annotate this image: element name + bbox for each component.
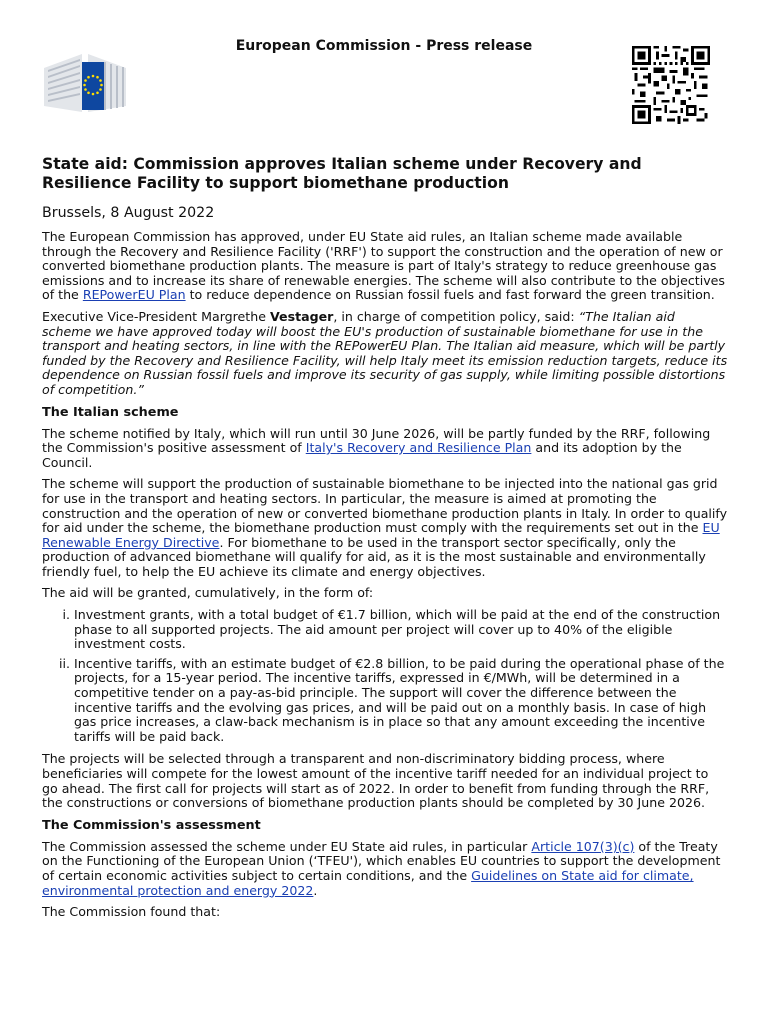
guidelines-state-aid-link[interactable]: Guidelines on State aid for climate, environmental protection and energy 2022 [42, 867, 694, 898]
text-span: and its adoption by the Council. [42, 440, 682, 470]
text-span: of the Treaty on the Functioning of the European Union (‘TFEU'), which enables EU countries to support the development of certain economic activities subject to certain conditions, and the [42, 838, 721, 883]
text-span: . For biomethane to be used in the transport sector specifically, only the production of advanced biomethane will qualify for aid, as it is the most sustainable and environmentally friendly fuel, to help the EU achieve its climate and energy objectives. [42, 534, 706, 579]
paragraph-selection: The projects will be selected through a transparent and non-discriminatory bidding process, where beneficiaries will compete for the lowest amount of the incentive tariff needed for an individual project to go ahead. The first call for projects will start as of 2022. In order to benefit from funding through the RRF, the constructions or conversions of biomethane production plants should be completed by 30 June 2026. [42, 751, 710, 811]
heading-commission-assessment: The Commission's assessment [42, 817, 261, 833]
quote-text: “The Italian aid scheme we have approved today will boost the EU's production of sustainable biomethane for use in the transport and heating sectors, in line with the REPowerEU Plan. The Italian aid measure, which will be partly funded by the Recovery and Resilience Facility, will help Italy meet its emission reduction targets, reduce its dependence on Russian fossil fuels and improve its security of gas supply, while limiting possible distortions of competition.” [42, 308, 728, 397]
text-span: The European Commission has approved, under EU State aid rules, an Italian scheme made available through the Recovery and Resilience Facility ('RRF') to support the construction and the operation of new or converted biomethane production plants. The measure is part of Italy's strategy to reduce greenhouse gas emissions and to increase its share of renewable energies. The scheme will also contribute to the objectives of the [42, 229, 725, 303]
dateline: Brussels, 8 August 2022 [42, 205, 215, 221]
text-span: The scheme notified by Italy, which will run until 30 June 2026, will be partly funded by the RRF, following the Commission's positive assessment of [42, 425, 711, 456]
speaker-name: Vestager [269, 308, 334, 324]
text-span: to reduce dependence on Russian fossil fuels and fast forward the green transition. [185, 287, 715, 303]
article-title: State aid: Commission approves Italian scheme under Recovery and Resilience Facility to support biomethane production [42, 155, 642, 192]
text-span: Executive Vice-President Margrethe [42, 308, 270, 324]
heading-italian-scheme: The Italian scheme [42, 404, 179, 420]
paragraph-scheme-support [42, 477, 728, 579]
renewable-energy-directive-link[interactable]: EU Renewable Energy Directive [42, 520, 720, 550]
paragraph-quote [42, 310, 728, 398]
paragraph-intro [42, 230, 728, 303]
article-107-link[interactable]: Article 107(3)(c) [531, 838, 635, 854]
list-item: i. Investment grants, with a total budget of €1.7 billion, which will be paid at the end of the construction phase to all supported projects. The aid amount per project will cover up to 40% of the eligible investment costs. [74, 608, 728, 652]
paragraph-aid-form: The aid will be granted, cumulatively, in the form of: [42, 585, 374, 601]
paragraph-assessment [42, 840, 728, 898]
press-release-header: European Commission - Press release [235, 38, 533, 54]
article-body [42, 155, 728, 927]
qr-code-icon[interactable] [632, 46, 710, 124]
european-commission-logo [42, 50, 128, 116]
paragraph-findings: The Commission found that: [42, 904, 221, 920]
recovery-plan-link[interactable]: Italy's Recovery and Resilience Plan [305, 440, 532, 456]
text-span: . [313, 882, 318, 898]
repowereu-plan-link[interactable]: REPowerEU Plan [82, 287, 186, 303]
text-span: , in charge of competition policy, said: [333, 308, 579, 324]
text-span: The scheme will support the production of sustainable biomethane to be injected into the national gas grid for use in the transport and heating sectors. In particular, the measure is aimed at promoting the construction and the operation of new or converted biomethane production plants in Italy. In order to qualify for aid under the scheme, the biomethane production must comply with the requirements set out in the [42, 476, 728, 536]
aid-forms-list [42, 608, 728, 744]
paragraph-scheme-funding [42, 427, 728, 471]
text-span: The Commission assessed the scheme under EU State aid rules, in particular [42, 838, 532, 854]
list-item: ii. Incentive tariffs, with an estimate budget of €2.8 billion, to be paid during the operational phase of the projects, for a 15-year period. The incentive tariffs, expressed in €/MWh, will be determined in a competitive tender on a pay-as-bid principle. The support will cover the difference between the incentive tariffs and the evolving gas prices, and will be paid out on a monthly basis. In case of high gas price increases, a claw-back mechanism is in place so that any amount exceeding the incentive tariffs will be paid back. [74, 657, 728, 745]
